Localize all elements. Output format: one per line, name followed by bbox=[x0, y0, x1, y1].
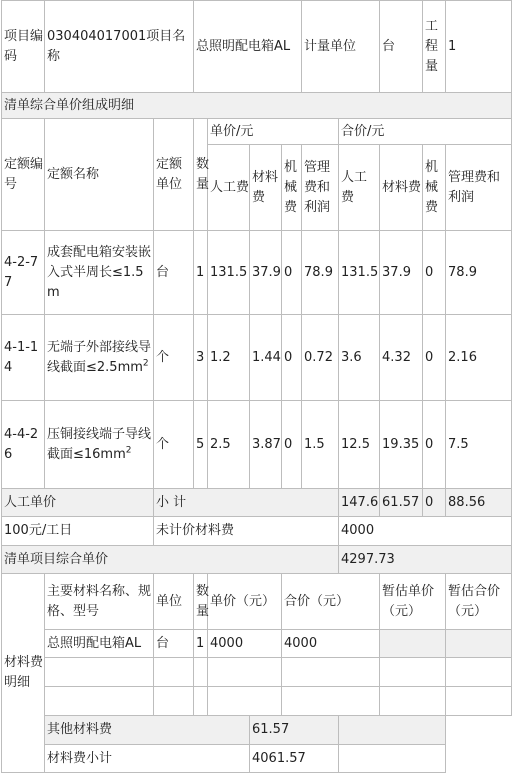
row-code: 4-2-77 bbox=[2, 231, 45, 315]
row-total-machine: 0 bbox=[423, 231, 446, 315]
section-title: 清单综合单价组成明细 bbox=[2, 93, 512, 119]
material-name: 总照明配电箱AL bbox=[45, 630, 154, 658]
header-row bbox=[2, 1, 512, 93]
col-unit-price-group: 单价/元 bbox=[208, 119, 339, 145]
empty-cell bbox=[45, 687, 154, 716]
table-row bbox=[2, 315, 512, 401]
subtotal-machine: 0 bbox=[423, 489, 446, 517]
material-price: 4000 bbox=[208, 630, 282, 658]
row-name-text: 压铜接线端子导线截面≤16mm bbox=[47, 426, 152, 462]
material-subtotal-row bbox=[2, 745, 512, 773]
table-row bbox=[2, 231, 512, 315]
unpriced-material-value: 4000 bbox=[339, 517, 512, 546]
row-unit-material: 37.9 bbox=[250, 231, 282, 315]
project-code-label: 项目编码 bbox=[2, 1, 45, 93]
row-code: 4-4-26 bbox=[2, 401, 45, 489]
col-total-mgmt: 管理费和利润 bbox=[446, 145, 512, 231]
unit-label: 计量单位 bbox=[302, 1, 380, 93]
subtotal-label: 小 计 bbox=[154, 489, 339, 517]
row-total-mgmt: 2.16 bbox=[446, 315, 512, 401]
superscript-2: 2 bbox=[125, 445, 132, 456]
col-unit-mgmt: 管理费和利润 bbox=[302, 145, 339, 231]
col-unit-labor: 人工费 bbox=[208, 145, 250, 231]
col-material-qty: 数量 bbox=[194, 574, 208, 630]
labor-price-label: 人工单价 bbox=[2, 489, 154, 517]
unit-price-row bbox=[2, 546, 512, 574]
col-quota-unit: 定额单位 bbox=[154, 119, 194, 231]
material-item-row bbox=[2, 630, 512, 658]
empty-cell bbox=[208, 658, 282, 687]
row-name bbox=[45, 315, 154, 401]
empty-cell bbox=[380, 687, 446, 716]
unit-value: 台 bbox=[380, 1, 423, 93]
row-total-labor: 3.6 bbox=[339, 315, 380, 401]
row-total-mgmt: 7.5 bbox=[446, 401, 512, 489]
table-row bbox=[2, 401, 512, 489]
empty-cell bbox=[45, 658, 154, 687]
material-subtotal-value: 4061.57 bbox=[250, 745, 339, 773]
row-unit-machine: 0 bbox=[282, 401, 302, 489]
project-code-value: 030404017001 bbox=[47, 28, 147, 44]
empty-cell bbox=[446, 687, 512, 716]
column-header-row-1 bbox=[2, 119, 512, 145]
unit-price-label: 清单项目综合单价 bbox=[2, 546, 339, 574]
empty-cell bbox=[194, 687, 208, 716]
superscript-2: 2 bbox=[142, 358, 149, 369]
col-material-unit: 单位 bbox=[154, 574, 194, 630]
quantity-label: 工程量 bbox=[423, 1, 446, 93]
labor-rate: 100元/工日 bbox=[2, 517, 154, 546]
material-subtotal-label: 材料费小计 bbox=[45, 745, 250, 773]
other-material-label: 其他材料费 bbox=[45, 716, 250, 745]
row-total-labor: 12.5 bbox=[339, 401, 380, 489]
row-total-material: 4.32 bbox=[380, 315, 423, 401]
empty-cell bbox=[446, 658, 512, 687]
row-unit-machine: 0 bbox=[282, 231, 302, 315]
material-est-total bbox=[446, 630, 512, 658]
subtotal-labor: 147.6 bbox=[339, 489, 380, 517]
material-empty-row bbox=[2, 658, 512, 687]
row-unit: 台 bbox=[154, 231, 194, 315]
quote-analysis-table bbox=[1, 0, 512, 773]
empty-cell bbox=[339, 745, 446, 773]
col-total-machine: 机械费 bbox=[423, 145, 446, 231]
col-total-price-group: 合价/元 bbox=[339, 119, 512, 145]
row-total-mgmt: 78.9 bbox=[446, 231, 512, 315]
row-qty: 3 bbox=[194, 315, 208, 401]
col-quota-code: 定额编号 bbox=[2, 119, 45, 231]
col-material-name: 主要材料名称、规格、型号 bbox=[45, 574, 154, 630]
row-unit-material: 3.87 bbox=[250, 401, 282, 489]
row-name: 成套配电箱安装嵌入式半周长≤1.5m bbox=[45, 231, 154, 315]
row-unit-mgmt: 0.72 bbox=[302, 315, 339, 401]
empty-cell bbox=[380, 658, 446, 687]
project-code-and-name-label bbox=[45, 1, 194, 93]
other-material-row bbox=[2, 716, 512, 745]
subtotal-material: 61.57 bbox=[380, 489, 423, 517]
unpriced-material-row bbox=[2, 517, 512, 546]
materials-side-label: 材料费明细 bbox=[2, 574, 45, 773]
row-unit-labor: 131.5 bbox=[208, 231, 250, 315]
row-total-material: 19.35 bbox=[380, 401, 423, 489]
row-unit-mgmt: 1.5 bbox=[302, 401, 339, 489]
quantity-value: 1 bbox=[446, 1, 512, 93]
col-quota-name: 定额名称 bbox=[45, 119, 154, 231]
row-name bbox=[45, 401, 154, 489]
row-unit: 个 bbox=[154, 401, 194, 489]
unpriced-material-label: 未计价材料费 bbox=[154, 517, 339, 546]
row-unit-machine: 0 bbox=[282, 315, 302, 401]
row-unit-labor: 2.5 bbox=[208, 401, 250, 489]
col-material-est-total: 暂估合价（元） bbox=[446, 574, 512, 630]
section-title-row bbox=[2, 93, 512, 119]
subtotal-mgmt: 88.56 bbox=[446, 489, 512, 517]
empty-cell bbox=[282, 658, 380, 687]
unit-price-value: 4297.73 bbox=[339, 546, 512, 574]
material-empty-row bbox=[2, 687, 512, 716]
row-total-material: 37.9 bbox=[380, 231, 423, 315]
project-name-label: 项目名称 bbox=[47, 28, 186, 64]
col-unit-material: 材料费 bbox=[250, 145, 282, 231]
col-unit-machine: 机械费 bbox=[282, 145, 302, 231]
row-name-text: 无端子外部接线导线截面≤2.5mm bbox=[47, 339, 152, 375]
row-qty: 1 bbox=[194, 231, 208, 315]
row-total-labor: 131.5 bbox=[339, 231, 380, 315]
material-est-price bbox=[380, 630, 446, 658]
project-name-value: 总照明配电箱AL bbox=[194, 1, 302, 93]
col-material-price: 单价（元） bbox=[208, 574, 282, 630]
col-total-labor: 人工费 bbox=[339, 145, 380, 231]
empty-cell bbox=[282, 687, 380, 716]
empty-cell bbox=[194, 658, 208, 687]
material-qty: 1 bbox=[194, 630, 208, 658]
row-unit-mgmt: 78.9 bbox=[302, 231, 339, 315]
empty-cell bbox=[339, 716, 446, 745]
other-material-value: 61.57 bbox=[250, 716, 339, 745]
row-unit-material: 1.44 bbox=[250, 315, 282, 401]
subtotal-row bbox=[2, 489, 512, 517]
col-material-total: 合价（元） bbox=[282, 574, 380, 630]
row-total-machine: 0 bbox=[423, 401, 446, 489]
col-material-est-price: 暂估单价（元） bbox=[380, 574, 446, 630]
col-total-material: 材料费 bbox=[380, 145, 423, 231]
empty-cell bbox=[154, 658, 194, 687]
material-total: 4000 bbox=[282, 630, 380, 658]
materials-header-row bbox=[2, 574, 512, 630]
material-unit: 台 bbox=[154, 630, 194, 658]
row-total-machine: 0 bbox=[423, 315, 446, 401]
row-unit: 个 bbox=[154, 315, 194, 401]
col-quantity: 数量 bbox=[194, 119, 208, 231]
row-code: 4-1-14 bbox=[2, 315, 45, 401]
row-qty: 5 bbox=[194, 401, 208, 489]
empty-cell bbox=[154, 687, 194, 716]
empty-cell bbox=[208, 687, 282, 716]
row-unit-labor: 1.2 bbox=[208, 315, 250, 401]
